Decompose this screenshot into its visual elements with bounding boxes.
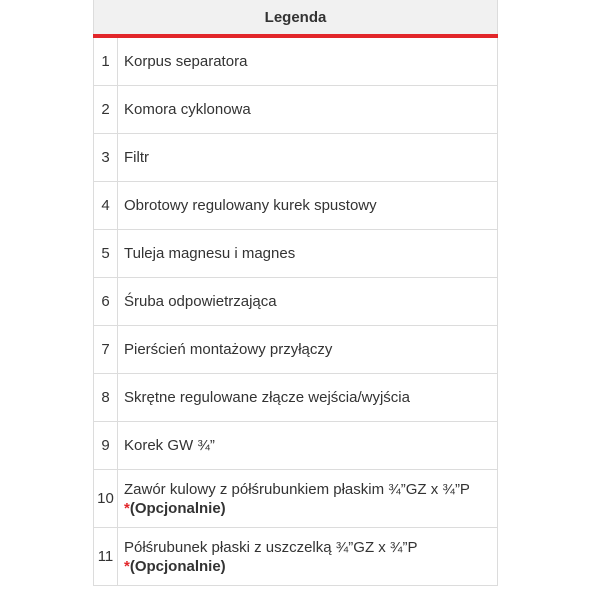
optional-label: (Opcjonalnie) <box>129 499 226 517</box>
legend-title: Legenda <box>93 0 498 34</box>
row-text: Komora cyklonowa <box>124 101 251 118</box>
row-number: 7 <box>94 326 118 373</box>
legend-row <box>93 326 498 374</box>
optional-label: (Opcjonalnie) <box>129 557 226 575</box>
row-number: 2 <box>94 86 118 133</box>
legend-row <box>93 86 498 134</box>
row-text: Śruba odpowietrzająca <box>124 293 277 310</box>
optional-star: * <box>124 499 130 517</box>
legend-row <box>93 470 498 528</box>
legend-row <box>93 278 498 326</box>
row-text: Skrętne regulowane złącze wejścia/wyjścia <box>124 389 410 406</box>
legend-row <box>93 230 498 278</box>
legend-row <box>93 374 498 422</box>
legend-table <box>93 0 498 590</box>
row-text: Tuleja magnesu i magnes <box>124 245 296 262</box>
legend-row <box>93 38 498 86</box>
row-text: Filtr <box>124 149 149 166</box>
legend-row <box>93 422 498 470</box>
row-text: Pierścień montażowy przyłączy <box>124 341 333 358</box>
legend-row <box>93 528 498 586</box>
row-number: 5 <box>94 230 118 277</box>
legend-row <box>93 182 498 230</box>
row-number: 6 <box>94 278 118 325</box>
row-text: Korpus separatora <box>124 53 248 70</box>
row-number: 3 <box>94 134 118 181</box>
optional-star: * <box>124 557 130 575</box>
row-number: 10 <box>94 470 118 527</box>
optional-note <box>124 499 497 518</box>
row-text: Zawór kulowy z półśrubunkiem płaskim ¾”GZ x ¾”P <box>124 480 470 498</box>
legend-rows <box>93 38 498 586</box>
row-text: Korek GW ¾” <box>124 437 215 454</box>
row-number: 11 <box>94 528 118 585</box>
row-number: 1 <box>94 38 118 85</box>
row-text: Obrotowy regulowany kurek spustowy <box>124 197 377 214</box>
row-text: Półśrubunek płaski z uszczelką ¾”GZ x ¾”P <box>124 538 418 556</box>
legend-row <box>93 134 498 182</box>
row-number: 4 <box>94 182 118 229</box>
row-number: 9 <box>94 422 118 469</box>
optional-note <box>124 557 497 576</box>
row-number: 8 <box>94 374 118 421</box>
